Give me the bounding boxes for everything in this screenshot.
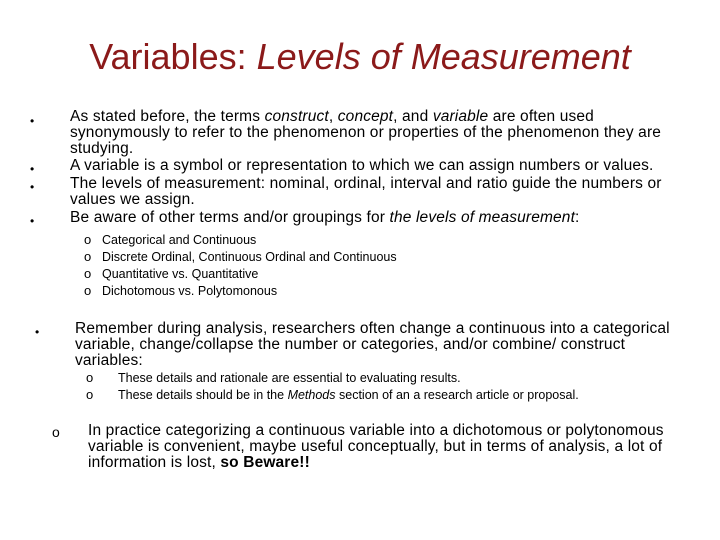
circle-marker: o [84,283,92,298]
bullet-variable-definition: A variable is a symbol or representation to which we can assign numbers or values. [70,157,654,174]
circle-marker: o [86,370,94,385]
detail-item: These details and rationale are essential to evaluating results. [118,371,461,385]
bullet-terms: As stated before, the terms construct, concept, and variable are often used synonymously to refer to the phenomenon or properties of the phenomenon they are studying. [70,108,662,157]
practice-note: In practice categorizing a continuous variable into a dichotomous or polytonomous variable is convenient, maybe useful conceptually, but in terms of analysis, a lot of information is lost, so Beware!! [88,422,664,471]
bullet-levels: The levels of measurement: nominal, ordinal, interval and ratio guide the numbers or values we assign. [70,175,662,208]
beware-emphasis: so Beware!! [220,454,310,471]
circle-marker: o [84,266,92,281]
detail-item: These details should be in the Methods section of an a research article or proposal. [118,388,579,402]
bullet-marker: • [30,162,35,176]
bullet-analysis: Remember during analysis, researchers often change a continuous into a categorical variable, change/collapse the number or categories, and/or combine/ construct variables: [75,320,670,369]
bullet-marker: • [30,114,35,128]
circle-marker: o [86,387,94,402]
circle-marker: o [52,424,60,440]
slide-title [0,36,720,78]
grouping-item: Quantitative vs. Quantitative [102,267,259,281]
circle-marker: o [84,232,92,247]
grouping-item: Categorical and Continuous [102,233,257,247]
bullet-groupings: Be aware of other terms and/or groupings for the levels of measurement: [70,209,580,226]
title-main: Variables: [89,36,247,77]
title-italic: Levels of Measurement [256,36,631,77]
bullet-marker: • [30,214,35,228]
grouping-item: Discrete Ordinal, Continuous Ordinal and Continuous [102,250,397,264]
grouping-item: Dichotomous vs. Polytomonous [102,284,278,298]
bullet-marker: • [35,325,40,339]
bullet-marker: • [30,180,35,194]
circle-marker: o [84,249,92,264]
